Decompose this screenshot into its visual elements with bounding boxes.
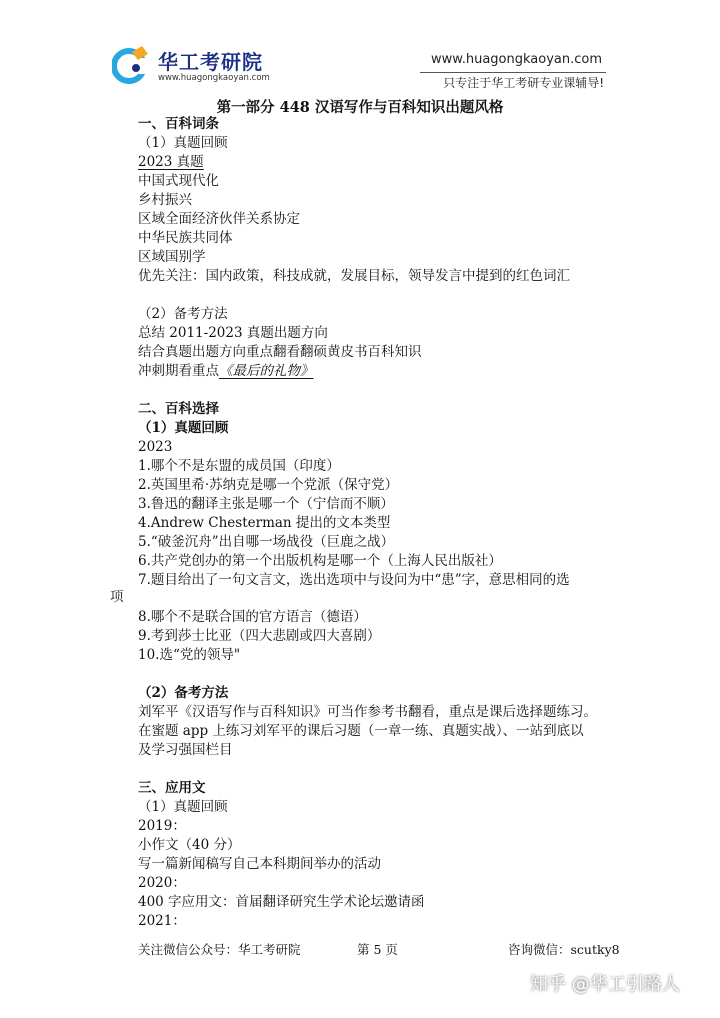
exam-line: 2021： xyxy=(138,913,186,929)
subheading: （2）备考方法 xyxy=(138,306,228,322)
page-header xyxy=(0,0,720,96)
year-label: 2023 真题 xyxy=(138,154,204,170)
section-heading: 二、百科选择 xyxy=(138,401,219,417)
question-item: 1.哪个不是东盟的成员国（印度） xyxy=(138,458,340,474)
question-item: 7.题目给出了一句文言文，选出选项中与设问为中“患”字，意思相同的选 xyxy=(138,572,570,588)
method-text: 冲刺期看重点 xyxy=(138,363,219,379)
subheading: （1）真题回顾 xyxy=(138,799,228,815)
term-item: 区域全面经济伙伴关系协定 xyxy=(138,211,300,227)
advice-line: 及学习强国栏目 xyxy=(138,742,233,758)
exam-line: 小作文（40 分） xyxy=(138,837,241,853)
subheading: （1）真题回顾 xyxy=(138,420,229,436)
term-item: 乡村振兴 xyxy=(138,192,192,208)
exam-line: 2020： xyxy=(138,875,186,891)
priority-note: 优先关注：国内政策，科技成就，发展目标，领导发言中提到的红色词汇 xyxy=(138,268,570,284)
zhihu-watermark: 知乎 @华工引路人 xyxy=(530,974,680,995)
question-item-continued: 项 xyxy=(110,589,124,605)
advice-line: 在蜜题 app 上练习刘军平的课后习题（一章一练、真题实战）、一站到底以 xyxy=(138,723,584,739)
document-title: 第一部分 448 汉语写作与百科知识出题风格 xyxy=(216,99,504,116)
question-item: 4.Andrew Chesterman 提出的文本类型 xyxy=(138,515,391,531)
question-item: 3.鲁迅的翻译主张是哪一个（宁信而不顺） xyxy=(138,496,394,512)
logo xyxy=(112,44,272,90)
term-item: 中华民族共同体 xyxy=(138,230,233,246)
site-url[interactable]: www.huagongkaoyan.com xyxy=(431,52,602,67)
logo-icon xyxy=(112,44,152,84)
section-heading: 一、百科词条 xyxy=(138,116,219,132)
method-item xyxy=(138,362,314,381)
footer-wechat-account: 关注微信公众号：华工考研院 xyxy=(138,942,301,957)
advice-line: 刘军平《汉语写作与百科知识》可当作参考书翻看，重点是课后选择题练习。 xyxy=(138,704,597,720)
question-item: 5.“破釜沉舟”出自哪一场战役（巨鹿之战） xyxy=(138,534,395,550)
question-item: 8.哪个不是联合国的官方语言（德语） xyxy=(138,609,367,625)
exam-line: 写一篇新闻稿写自己本科期间举办的活动 xyxy=(138,856,381,872)
method-item: 结合真题出题方向重点翻看翻硕黄皮书百科知识 xyxy=(138,344,422,360)
question-item: 6.共产党创办的第一个出版机构是哪一个（上海人民出版社） xyxy=(138,553,502,569)
page-number: 第 5 页 xyxy=(357,942,398,957)
logo-url: www.huagongkaoyan.com xyxy=(158,73,270,83)
subheading: （1）真题回顾 xyxy=(138,135,228,151)
term-item: 中国式现代化 xyxy=(138,173,219,189)
subheading: （2）备考方法 xyxy=(138,685,229,701)
exam-line: 400 字应用文：首届翻译研究生学术论坛邀请函 xyxy=(138,894,425,910)
year-label: 2023 xyxy=(138,439,173,455)
question-item: 2.英国里希·苏纳克是哪一个党派（保守党） xyxy=(138,477,399,493)
method-item: 总结 2011-2023 真题出题方向 xyxy=(138,325,328,341)
book-title: 《最后的礼物》 xyxy=(219,363,314,379)
footer-contact: 咨询微信：scutky8 xyxy=(508,942,620,957)
exam-line: 2019： xyxy=(138,818,186,834)
section-heading: 三、应用文 xyxy=(138,780,206,796)
term-item: 区域国别学 xyxy=(138,249,206,265)
logo-title: 华工考研院 xyxy=(158,50,263,74)
header-divider xyxy=(420,72,606,73)
site-slogan: 只专注于华工考研专业课辅导! xyxy=(443,76,604,90)
question-item: 9.考到莎士比亚（四大悲剧或四大喜剧） xyxy=(138,628,381,644)
question-item: 10.选“党的领导" xyxy=(138,647,241,663)
